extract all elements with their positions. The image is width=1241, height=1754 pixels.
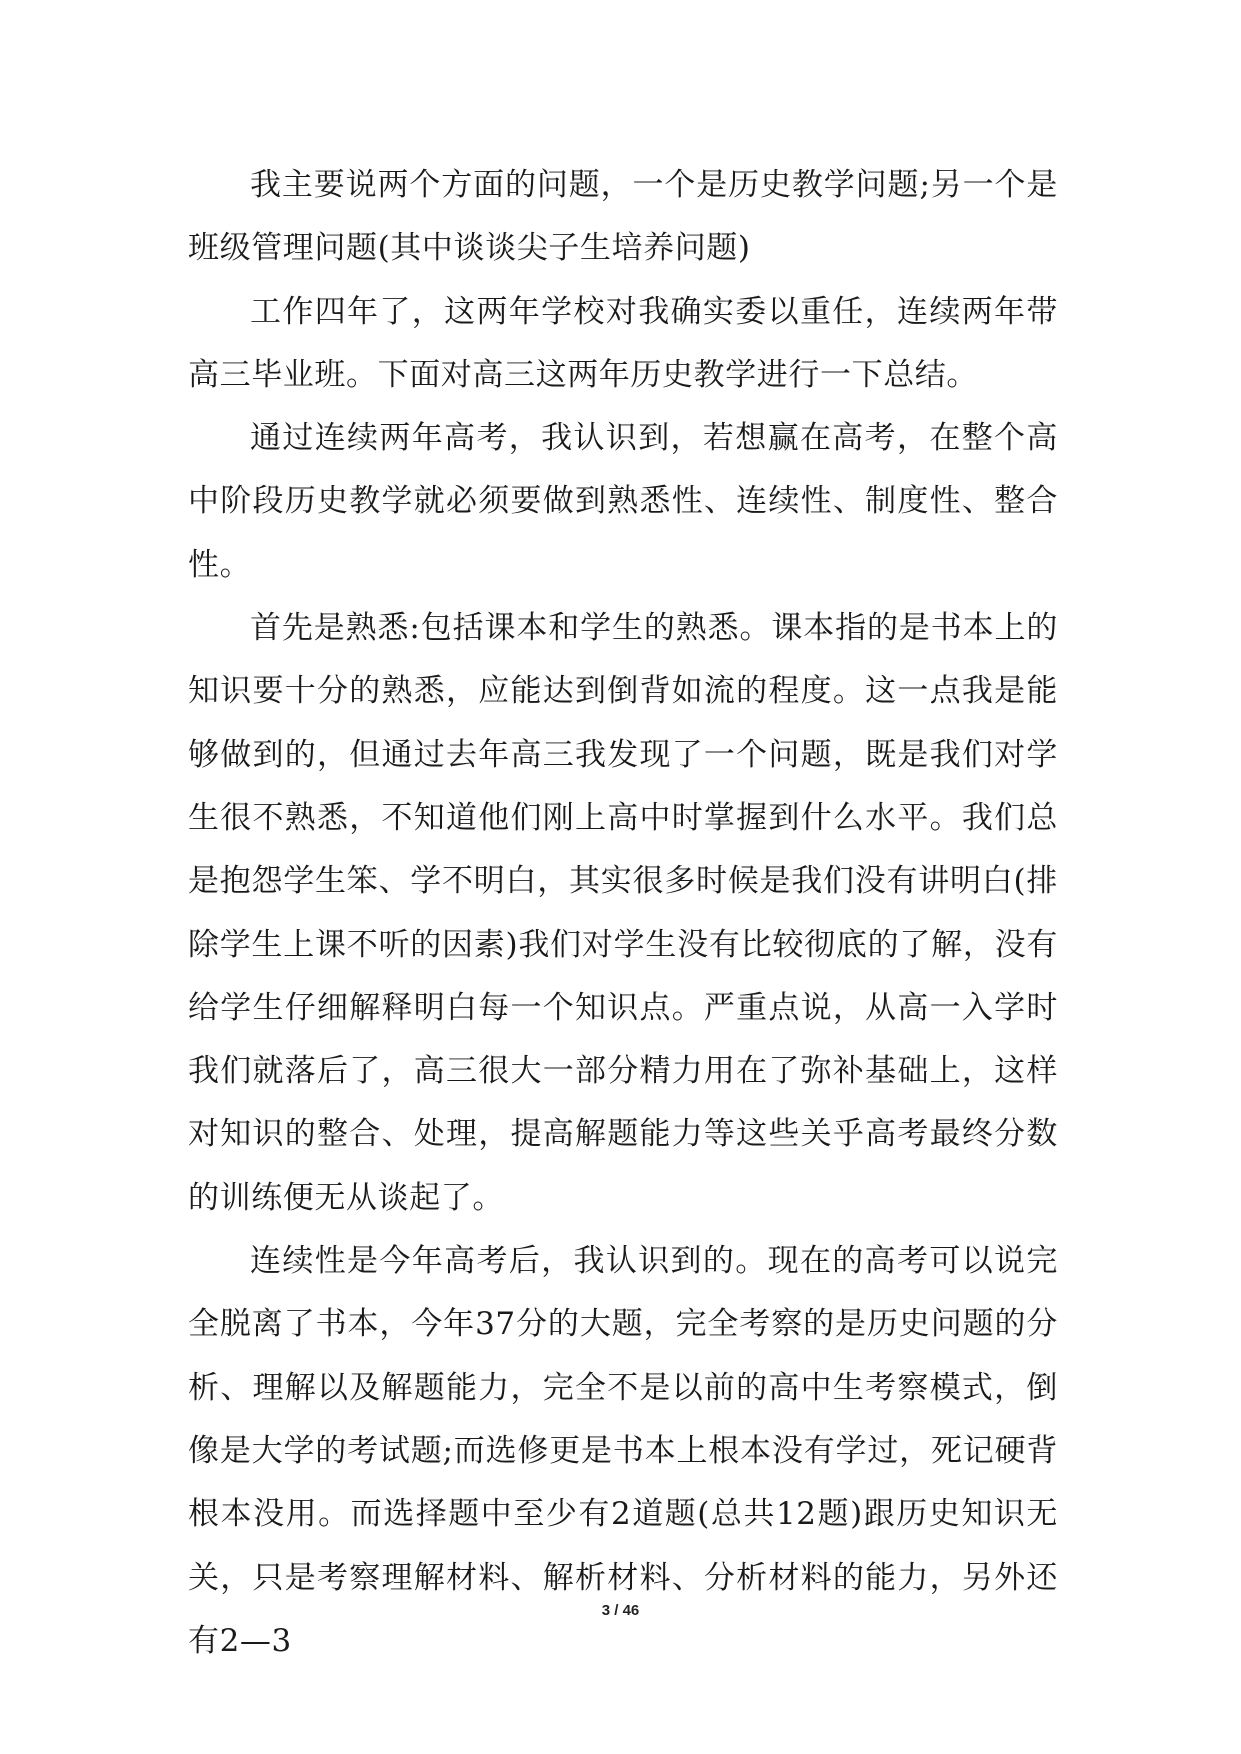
paragraph-1: 我主要说两个方面的问题，一个是历史教学问题;另一个是班级管理问题(其中谈谈尖子生培养问题) xyxy=(188,167,1058,267)
paragraph-4: 首先是熟悉:包括课本和学生的熟悉。课本指的是书本上的知识要十分的熟悉，应能达到倒背如流的程度。这一点我是能够做到的，但通过去年高三我发现了一个问题，既是我们对学生很不熟悉，不知道他们刚上高中时掌握到什么水平。我们总是抱怨学生笨、学不明白，其实很多时候是我们没有讲明白(排除学生上课不听的因素)我们对学生没有比较彻底的了解，没有给学生仔细解释明白每一个知识点。严重点说，从高一入学时我们就落后了，高三很大一部分精力用在了弥补基础上，这样对知识的整合、处理，提高解题能力等这些关乎高考最终分数的训练便无从谈起了。 xyxy=(188,610,1058,1216)
paragraph-3: 通过连续两年高考，我认识到，若想赢在高考，在整个高中阶段历史教学就必须要做到熟悉性、连续性、制度性、整合性。 xyxy=(188,420,1058,583)
paragraph-5: 连续性是今年高考后，我认识到的。现在的高考可以说完全脱离了书本，今年37分的大题，完全考察的是历史问题的分析、理解以及解题能力，完全不是以前的高中生考察模式，倒像是大学的考试题;而选修更是书本上根本没有学过，死记硬背根本没用。而选择题中至少有2道题(总共12题)跟历史知识无关，只是考察理解材料、解析材料、分析材料的能力，另外还有2—3 xyxy=(188,1243,1058,1659)
page-number: 3 / 46 xyxy=(601,1602,640,1619)
document-body xyxy=(188,154,1058,1673)
paragraph-2: 工作四年了，这两年学校对我确实委以重任，连续两年带高三毕业班。下面对高三这两年历史教学进行一下总结。 xyxy=(188,293,1058,393)
